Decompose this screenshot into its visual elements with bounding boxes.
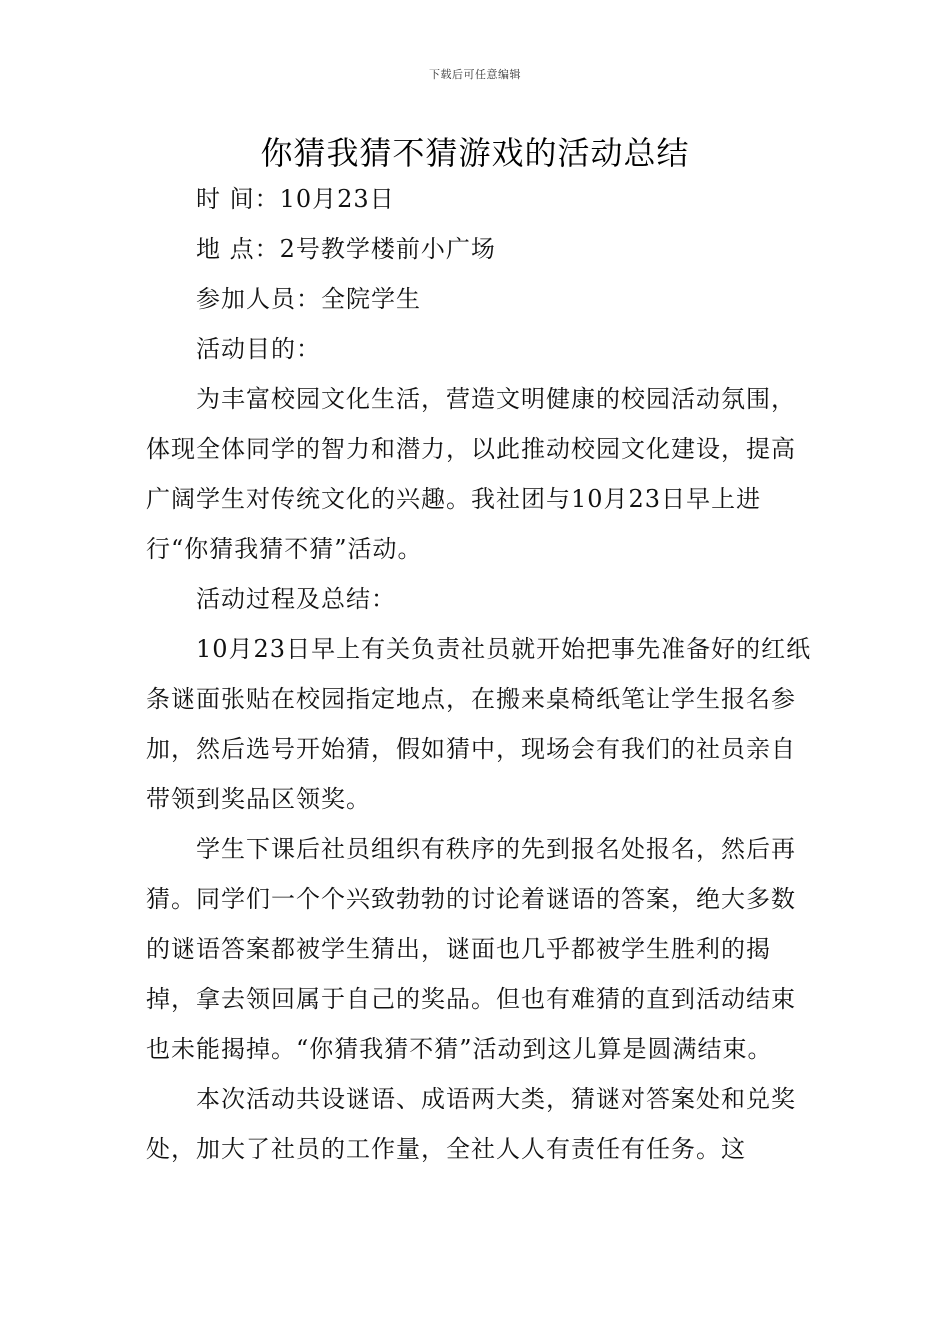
header-note: 下载后可任意编辑: [429, 68, 521, 81]
purpose-heading: 活动目的：: [196, 335, 321, 363]
meta-place: 地 点：2号教学楼前小广场: [196, 235, 496, 263]
process-paragraph-3: 本次活动共设谜语、成语两大类，猜谜对答案处和兑奖处，加大了社员的工作量，全社人人有责任有任务。这: [146, 1085, 796, 1163]
process-heading: 活动过程及总结：: [196, 585, 396, 613]
document-body: [146, 174, 814, 1174]
purpose-paragraph: 为丰富校园文化生活，营造文明健康的校园活动氛围，体现全体同学的智力和潜力，以此推动校园文化建设，提高广阔学生对传统文化的兴趣。我社团与10月23日早上进行“你猜我猜不猜”活动。: [146, 385, 796, 563]
meta-time: 时 间：10月23日: [196, 185, 395, 213]
document-title: 你猜我猜不猜游戏的活动总结: [260, 134, 690, 172]
process-paragraph-1: 10月23日早上有关负责社员就开始把事先准备好的红纸条谜面张贴在校园指定地点，在搬来桌椅纸笔让学生报名参加，然后选号开始猜，假如猜中，现场会有我们的社员亲自带领到奖品区领奖。: [146, 635, 812, 813]
process-paragraph-2: 学生下课后社员组织有秩序的先到报名处报名，然后再猜。同学们一个个兴致勃勃的讨论着谜语的答案，绝大多数的谜语答案都被学生猜出，谜面也几乎都被学生胜利的揭掉，拿去领回属于自己的奖品。但也有难猜的直到活动结束也未能揭掉。“你猜我猜不猜”活动到这儿算是圆满结束。: [146, 835, 796, 1063]
meta-participants: 参加人员：全院学生: [196, 285, 421, 313]
